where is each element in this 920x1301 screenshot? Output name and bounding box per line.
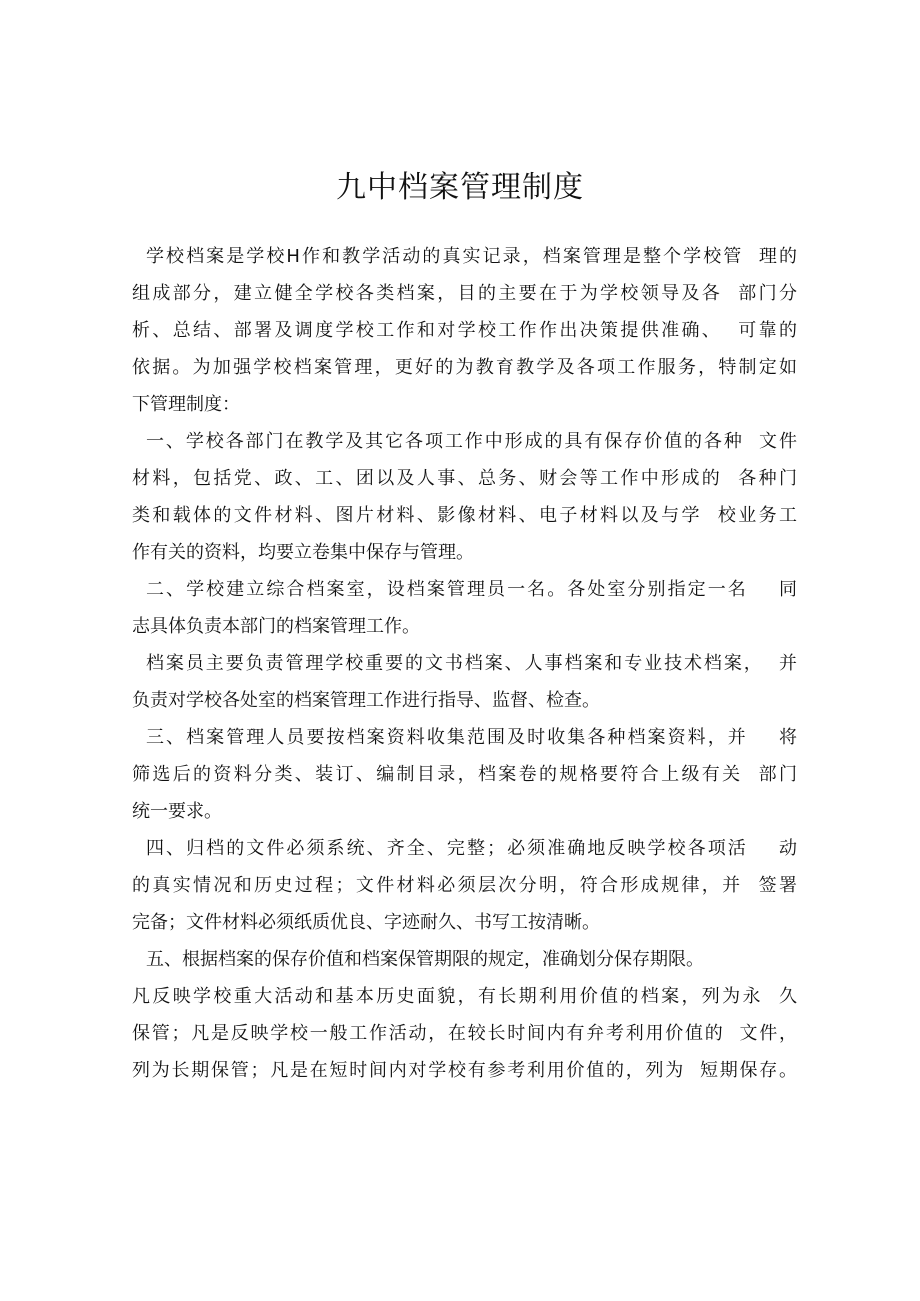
- document-title: 九中档案管理制度: [336, 170, 584, 205]
- body-line: 一、学校各部门在教学及其它各项工作中形成的具有保存价值的各种 文件: [146, 431, 797, 452]
- body-line: 析、总结、部署及调度学校工作和对学校工作作出决策提供准确、 可靠的: [132, 320, 797, 341]
- body-line: 档案员主要负责管理学校重要的文书档案、人事档案和专业技术档案， 并: [146, 653, 797, 674]
- body-line: 负责对学校各处室的档案管理工作进行指导、监督、检查。: [132, 690, 600, 711]
- body-line: 组成部分，建立健全学校各类档案，目的主要在于为学校领导及各 部门分: [132, 283, 797, 304]
- body-line: 类和载体的文件材料、图片材料、影像材料、电子材料以及与学 校业务工: [132, 505, 797, 526]
- body-line: 保管；凡是反映学校一般工作活动，在较长时间内有弁考利用价值的 文件，: [132, 1023, 797, 1044]
- body-line: 凡反映学校重大活动和基本历史面貌，有长期利用价值的档案，列为永 久: [132, 986, 797, 1007]
- body-line: 志具体负责本部门的档案管理工作。: [132, 616, 420, 637]
- body-line: 学校档案是学校H作和教学活动的真实记录，档案管理是整个学校管 理的: [146, 246, 797, 267]
- document-body: [132, 238, 797, 1089]
- body-line: 材料，包括党、政、工、团以及人事、总务、财会等工作中形成的 各种门: [132, 468, 797, 489]
- body-line: 依据。为加强学校档案管理，更好的为教育教学及各项工作服务，特制定如: [132, 357, 797, 378]
- body-line: 作有关的资料，均要立卷集中保存与管理。: [132, 542, 474, 563]
- body-line: 统一要求。: [132, 801, 222, 822]
- body-line: 二、学校建立综合档案室，设档案管理员一名。各处室分别指定一名 同: [146, 579, 797, 600]
- body-line: 列为长期保管；凡是在短时间内对学校有参考利用价值的，列为 短期保存。: [132, 1060, 797, 1081]
- body-line: 完备；文件材料必须纸质优良、字迹耐久、书写工按清晰。: [132, 912, 600, 933]
- body-line: 筛选后的资料分类、装订、编制目录，档案卷的规格要符合上级有关 部门: [132, 764, 797, 785]
- body-line: 下管理制度：: [132, 394, 240, 415]
- body-line: 的真实情况和历史过程；文件材料必须层次分明，符合形成规律，并 签署: [132, 875, 797, 896]
- body-line: 四、归档的文件必须系统、齐全、完整；必须准确地反映学校各项活 动: [146, 838, 797, 859]
- body-line: 五、根据档案的保存价值和档案保管期限的规定，准确划分保存期限。: [146, 949, 704, 970]
- body-line: 三、档案管理人员要按档案资料收集范围及时收集各种档案资料，并 将: [146, 727, 797, 748]
